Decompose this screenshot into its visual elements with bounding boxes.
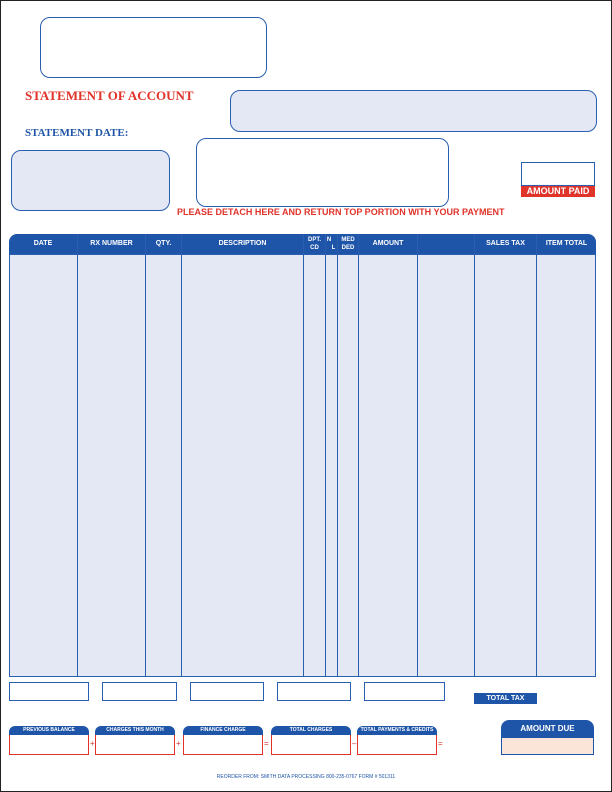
equals-sign: = <box>264 739 269 748</box>
charges-this-month-label: CHARGES THIS MONTH <box>95 726 175 735</box>
header-description: DESCRIPTION <box>218 240 267 247</box>
statement-title: STATEMENT OF ACCOUNT <box>25 88 194 103</box>
header-l: L <box>331 245 336 251</box>
subtotal-field[interactable] <box>277 682 351 701</box>
total-tax-label: TOTAL TAX <box>474 693 537 704</box>
column-divider <box>77 234 78 677</box>
column-divider <box>325 234 326 677</box>
amount-paid-label: AMOUNT PAID <box>521 186 595 197</box>
total-charges-field[interactable] <box>271 735 351 755</box>
column-divider <box>145 234 146 677</box>
column-divider <box>358 234 359 677</box>
subtotal-field[interactable] <box>102 682 177 701</box>
subtotal-field[interactable] <box>9 682 89 701</box>
header-sales-tax: SALES TAX <box>486 240 525 247</box>
plus-sign: + <box>176 739 181 748</box>
column-divider <box>181 234 182 677</box>
return-address-box[interactable] <box>40 17 267 78</box>
column-divider <box>536 234 537 677</box>
amount-due-label: AMOUNT DUE <box>501 720 594 737</box>
total-payments-credits-label: TOTAL PAYMENTS & CREDITS <box>357 726 437 735</box>
previous-balance-field[interactable] <box>9 735 89 755</box>
charges-this-month-field[interactable] <box>95 735 175 755</box>
minus-sign: – <box>352 739 357 748</box>
plus-sign: + <box>90 739 95 748</box>
header-med: MED <box>341 237 355 243</box>
header-n: N <box>326 237 332 243</box>
amount-paid-field[interactable] <box>521 162 595 186</box>
amount-due-field[interactable] <box>501 737 594 755</box>
total-payments-credits-field[interactable] <box>357 735 437 755</box>
header-qty: QTY. <box>155 240 172 247</box>
account-info-box[interactable] <box>230 90 597 132</box>
previous-balance-label: PREVIOUS BALANCE <box>9 726 89 735</box>
statement-date-box[interactable] <box>11 150 170 211</box>
customer-address-box[interactable] <box>196 138 449 207</box>
column-divider <box>474 234 475 677</box>
finance-charge-field[interactable] <box>183 735 263 755</box>
column-divider <box>337 234 338 677</box>
reorder-footer: REORDER FROM: SMITH DATA PROCESSING 800-235-0767 FORM # 501311 <box>216 774 396 780</box>
equals-sign: = <box>438 739 443 748</box>
finance-charge-label: FINANCE CHARGE <box>183 726 263 735</box>
header-ded: DED <box>341 245 355 251</box>
header-item-total: ITEM TOTAL <box>545 240 588 247</box>
header-rx-number: RX NUMBER <box>90 240 133 247</box>
header-dpt: DPT. <box>307 237 321 243</box>
column-divider <box>303 234 304 677</box>
column-divider <box>417 234 418 677</box>
statement-date-label: STATEMENT DATE: <box>25 127 129 139</box>
subtotal-field[interactable] <box>190 682 264 701</box>
header-cd: CD <box>310 245 319 251</box>
header-amount: AMOUNT <box>372 240 404 247</box>
detach-notice: PLEASE DETACH HERE AND RETURN TOP PORTION WITH YOUR PAYMENT <box>177 207 505 217</box>
total-charges-label: TOTAL CHARGES <box>271 726 351 735</box>
header-date: DATE <box>33 240 53 247</box>
subtotal-field[interactable] <box>364 682 445 701</box>
